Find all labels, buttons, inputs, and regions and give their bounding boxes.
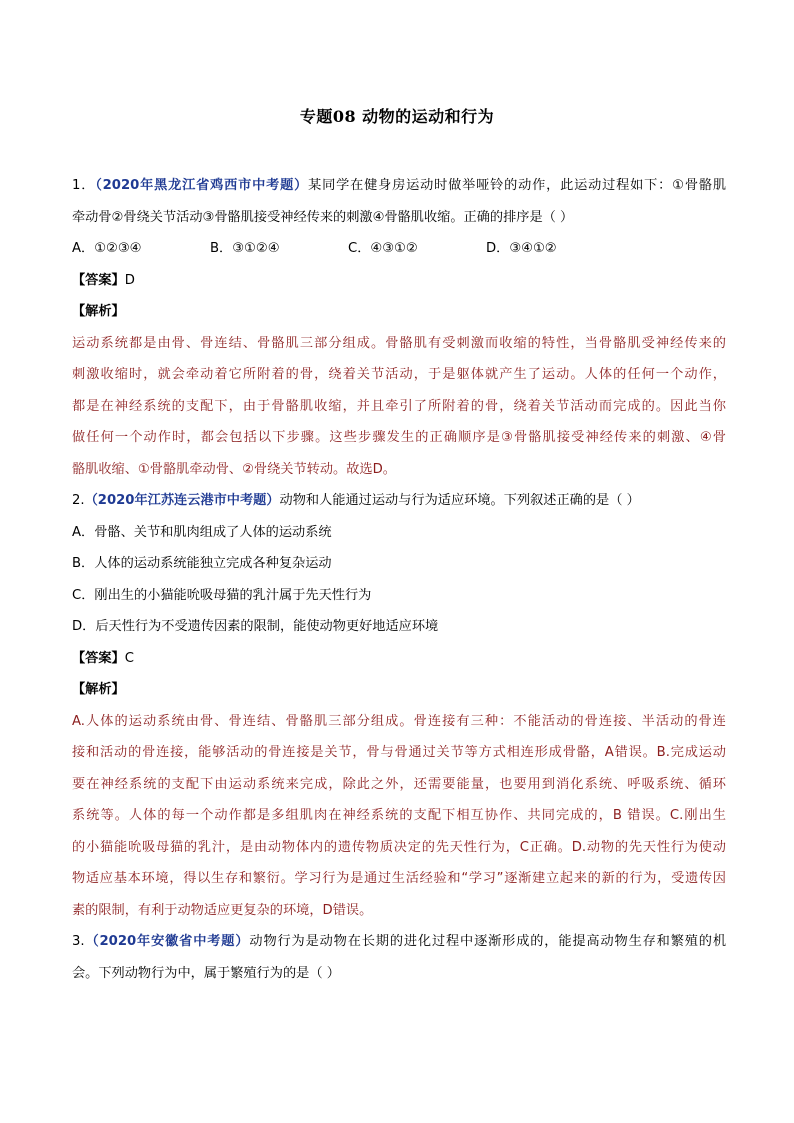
q1-stem-text: 某同学在健身房运动时做举哑铃的动作，此运动过程如下：①骨骼肌 bbox=[308, 178, 727, 193]
q1-option-b: B．③①②④ bbox=[210, 241, 280, 256]
q1-analysis-line: 刺激收缩时，就会牵动着它所附着的骨，绕着关节活动，于是躯体就产生了运动。人体的任何一个动作， bbox=[72, 367, 726, 382]
q1-stem-line1 bbox=[72, 170, 726, 202]
q1-stem-line2: 牵动骨②骨绕关节活动③骨骼肌接受神经传来的刺激④骨骼肌收缩。正确的排序是（ ） bbox=[72, 209, 574, 225]
q1-analysis-line: 做任何一个动作时，都会包括以下步骤。这些步骤发生的正确顺序是③骨骼肌接受神经传来的刺激、④骨 bbox=[72, 430, 726, 445]
q1-option-c: C．④③①② bbox=[348, 241, 418, 256]
q1-answer-value: D bbox=[124, 272, 135, 288]
q3-stem-line1 bbox=[72, 926, 726, 958]
q1-answer-label: 【答案】 bbox=[72, 272, 125, 288]
q2-number: 2. bbox=[72, 493, 85, 508]
q2-stem bbox=[72, 485, 726, 517]
q2-source: （2020年江苏连云港市中考题） bbox=[84, 493, 280, 508]
document-body bbox=[72, 170, 726, 989]
q2-answer bbox=[72, 643, 726, 675]
q1-answer bbox=[72, 265, 726, 297]
q2-analysis-line: A.人体的运动系统由骨、骨连结、骨骼肌三部分组成。骨连接有三种：不能活动的骨连接、半活动的骨连 bbox=[72, 713, 726, 729]
q2-option-b: B．人体的运动系统能独立完成各种复杂运动 bbox=[72, 556, 332, 571]
q2-analysis-line: 的小猫能吮吸母猫的乳汁，是由动物体内的遗传物质决定的先天性行为，C正确。D.动物的先天性行为使动 bbox=[72, 839, 726, 855]
q1-number: 1． bbox=[72, 178, 96, 193]
q2-stem-text: 动物和人能通过运动与行为适应环境。下列叙述正确的是（ ） bbox=[279, 493, 640, 508]
q1-analysis-line: 都是在神经系统的支配下，由于骨骼肌收缩，并且牵引了所附着的骨，绕着关节活动而完成的。因此当你 bbox=[72, 398, 726, 414]
q3-stem-line2: 会。下列动物行为中，属于繁殖行为的是（ ） bbox=[72, 965, 340, 981]
q2-option-a: A．骨骼、关节和肌肉组成了人体的运动系统 bbox=[72, 524, 332, 540]
page-title: 专题08 动物的运动和行为 bbox=[299, 107, 495, 126]
q2-option-d: D．后天性行为不受遗传因素的限制，能使动物更好地适应环境 bbox=[72, 619, 439, 634]
q2-analysis-line: 要在神经系统的支配下由运动系统来完成，除此之外，还需要能量，也要用到消化系统、呼吸系统、循环 bbox=[72, 776, 726, 792]
q2-answer-label: 【答案】 bbox=[72, 650, 125, 666]
q2-analysis-line: 物适应基本环境，得以生存和繁衍。学习行为是通过生活经验和“学习”逐渐建立起来的新的行为，受遗传因 bbox=[72, 871, 726, 886]
q2-analysis-line: 接和活动的骨连接，能够活动的骨连接是关节，骨与骨通过关节等方式相连形成骨骼，A错误。B.完成运动 bbox=[72, 745, 726, 760]
q2-analysis-line: 系统等。人体的每一个动作都是多组肌肉在神经系统的支配下相互协作、共同完成的，B 错误。C.刚出生 bbox=[72, 808, 726, 823]
q2-analysis-line: 素的限制，有利于动物适应更复杂的环境，D错误。 bbox=[72, 902, 373, 918]
q1-option-d: D．③④①② bbox=[486, 241, 557, 256]
q1-analysis-label: 【解析】 bbox=[72, 304, 125, 319]
q2-analysis-label: 【解析】 bbox=[72, 682, 125, 697]
q3-stem-text: 动物行为是动物在长期的进化过程中逐渐形成的，能提高动物生存和繁殖的机 bbox=[249, 934, 727, 949]
q2-answer-value: C bbox=[124, 650, 134, 666]
q1-analysis-line: 运动系统都是由骨、骨连结、骨骼肌三部分组成。骨骼肌有受刺激而收缩的特性，当骨骼肌受神经传来的 bbox=[72, 335, 726, 351]
q1-options bbox=[72, 233, 726, 265]
q1-source: （2020年黑龙江省鸡西市中考题） bbox=[95, 178, 309, 193]
q2-option-c: C．刚出生的小猫能吮吸母猫的乳汁属于先天性行为 bbox=[72, 587, 372, 603]
q1-option-a: A．①②③④ bbox=[72, 241, 142, 256]
q3-source: （2020年安徽省中考题） bbox=[84, 934, 250, 949]
q1-analysis-line: 骼肌收缩、①骨骼肌牵动骨、②骨绕关节转动。故选D。 bbox=[72, 461, 396, 477]
q3-number: 3. bbox=[72, 934, 85, 949]
